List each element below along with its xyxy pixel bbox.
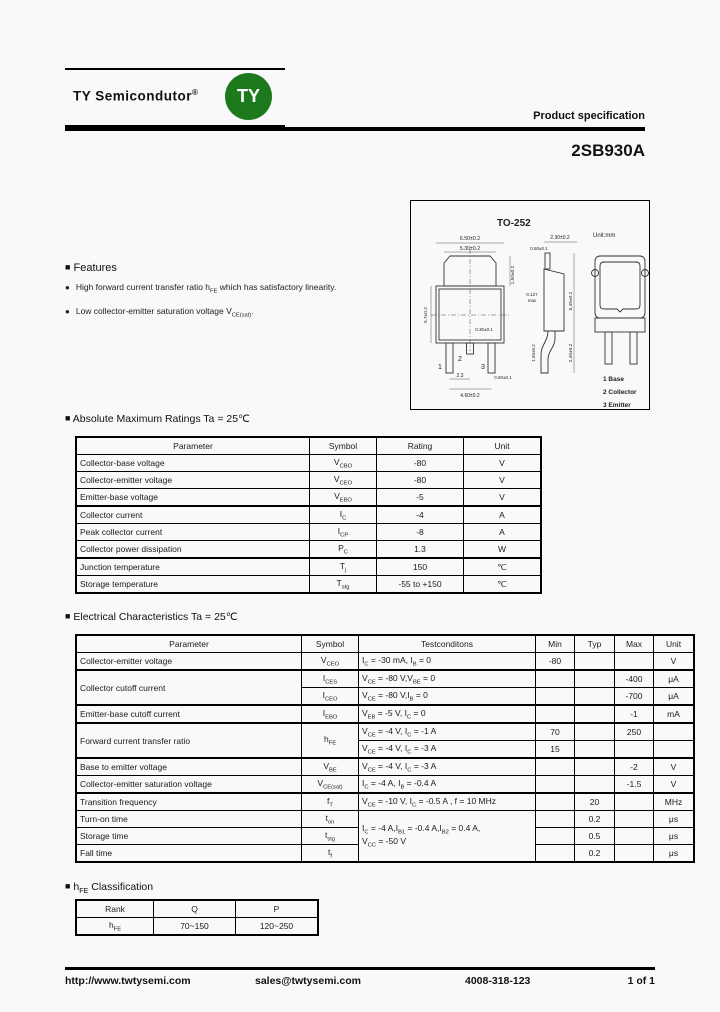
feature-text: High forward current transfer ratio $h_{FE}$ which has satisfactory linearity. xyxy=(75,282,337,295)
table-cell xyxy=(575,705,615,723)
table-cell: μA xyxy=(654,670,695,688)
dimension-label: 0.127 xyxy=(526,292,538,297)
table-cell xyxy=(575,670,615,688)
package-outline-box xyxy=(410,200,650,410)
table-cell xyxy=(536,758,575,776)
package-front-view xyxy=(423,236,516,399)
feature-text: Low collector-emitter saturation voltage $V_{CE(sat)}$. xyxy=(75,305,254,319)
table-cell: -1.5 xyxy=(615,776,654,794)
dimension-label: max xyxy=(527,298,537,303)
table-cell: $I_{CP}$ xyxy=(310,524,377,541)
table-cell xyxy=(536,845,575,863)
footer-phone: 4008-318-123 xyxy=(465,975,531,987)
brand-name xyxy=(73,88,198,104)
table-cell: -1 xyxy=(615,705,654,723)
table-cell: -80 xyxy=(377,455,464,472)
registered-mark: ® xyxy=(192,88,199,97)
table-cell: 70 xyxy=(536,723,575,741)
table-cell: $P_C$ xyxy=(310,541,377,559)
dimension-label: 2.45±0.2 xyxy=(569,343,574,363)
brand-logo-box xyxy=(65,68,285,127)
table-cell: 0.5 xyxy=(575,828,615,845)
table-cell: -4 xyxy=(377,506,464,524)
table-header-row xyxy=(76,635,694,653)
table-cell: V xyxy=(654,653,695,671)
table-cell: μs xyxy=(654,828,695,845)
table-cell: Collector power dissipation xyxy=(76,541,310,559)
column-header: Parameter xyxy=(76,635,302,653)
table-row xyxy=(76,758,694,776)
dimension-label: 4.60±0.2 xyxy=(460,393,480,399)
table-cell: mA xyxy=(654,705,695,723)
section-marker: ■ xyxy=(65,881,71,891)
dimension-label: 5.45±0.2 xyxy=(569,291,574,311)
table-cell: -700 xyxy=(615,688,654,706)
table-cell xyxy=(536,811,575,828)
header-rule xyxy=(65,127,645,131)
table-cell: 20 xyxy=(575,793,615,811)
table-cell: Fall time xyxy=(76,845,302,863)
package-unit-label: Unit:mm xyxy=(593,233,616,239)
elec-char-heading xyxy=(65,611,238,623)
table-cell: $t_{on}$ xyxy=(302,811,359,828)
table-cell: MHz xyxy=(654,793,695,811)
dimension-label: 1.50±0.2 xyxy=(511,265,516,285)
footer-rule xyxy=(65,967,655,970)
table-cell xyxy=(654,723,695,741)
table-cell xyxy=(536,828,575,845)
table-cell: V xyxy=(464,455,542,472)
pin-function-label: 3 Emitter xyxy=(603,402,631,409)
bullet-icon: ● xyxy=(65,306,70,316)
table-cell: -55 to +150 xyxy=(377,576,464,594)
column-header: Symbol xyxy=(302,635,359,653)
abs-max-heading xyxy=(65,413,250,425)
table-row xyxy=(76,653,694,671)
table-row xyxy=(76,524,541,541)
hfe-class-heading xyxy=(65,881,153,895)
dimension-label: 5.7±0.2 xyxy=(424,307,429,323)
table-header-row xyxy=(76,437,541,455)
table-row xyxy=(76,489,541,507)
table-cell: Storage temperature xyxy=(76,576,310,594)
table-cell: $f_T$ xyxy=(302,793,359,811)
abs-max-heading-text: Absolute Maximum Ratings Ta = 25℃ xyxy=(72,413,250,425)
table-cell xyxy=(575,741,615,759)
table-cell: $V_{CBO}$ xyxy=(310,455,377,472)
table-cell: Collector-base voltage xyxy=(76,455,310,472)
dimension-label: 0.60±0.1 xyxy=(494,375,512,380)
table-row xyxy=(76,670,694,688)
table-row xyxy=(76,811,694,828)
table-cell: 150 xyxy=(377,558,464,576)
table-cell: $t_f$ xyxy=(302,845,359,863)
table-cell: $V_{CEO}$ xyxy=(302,653,359,671)
table-cell: Junction temperature xyxy=(76,558,310,576)
footer-email-link[interactable]: sales@twtysemi.com xyxy=(255,975,361,987)
table-cell: μs xyxy=(654,811,695,828)
table-cell: μs xyxy=(654,845,695,863)
table-cell: $V_{EB} = -5$ V, $I_C = 0$ xyxy=(359,705,536,723)
table-cell: Storage time xyxy=(76,828,302,845)
table-row xyxy=(76,723,694,741)
table-cell: -400 xyxy=(615,670,654,688)
table-cell: ℃ xyxy=(464,576,542,594)
table-cell: Turn-on time xyxy=(76,811,302,828)
table-row xyxy=(76,705,694,723)
table-cell: $I_C$ xyxy=(310,506,377,524)
features-heading-text: Features xyxy=(73,262,117,274)
dimension-label: 6.50±0.2 xyxy=(459,236,481,242)
table-cell xyxy=(575,653,615,671)
column-header: Min xyxy=(536,635,575,653)
column-header: P xyxy=(236,900,319,918)
section-marker: ■ xyxy=(65,262,71,272)
table-cell xyxy=(615,793,654,811)
table-cell: $I_{EBO}$ xyxy=(302,705,359,723)
table-cell: Forward current transfer ratio xyxy=(76,723,302,758)
table-cell: $V_{CE(sat)}$ xyxy=(302,776,359,794)
pin-number: 1 xyxy=(438,364,442,371)
table-cell: -2 xyxy=(615,758,654,776)
table-cell xyxy=(575,723,615,741)
abs-max-table xyxy=(75,436,542,594)
table-cell: V xyxy=(654,776,695,794)
footer-page-number: 1 of 1 xyxy=(627,975,655,987)
table-cell: $V_{CE} = -4$ V, $I_C = -3$ A xyxy=(359,741,536,759)
table-cell: 70~150 xyxy=(154,918,236,936)
table-cell: Base to emitter voltage xyxy=(76,758,302,776)
table-cell xyxy=(536,670,575,688)
table-cell: -80 xyxy=(536,653,575,671)
table-cell: $I_{CEO}$ xyxy=(302,688,359,706)
table-row xyxy=(76,472,541,489)
column-header: Q xyxy=(154,900,236,918)
hfe-class-table xyxy=(75,899,319,936)
table-row xyxy=(76,455,541,472)
table-row xyxy=(76,506,541,524)
table-cell xyxy=(654,741,695,759)
table-cell: $I_C = -4$ A, $I_B = -0.4$ A xyxy=(359,776,536,794)
section-marker: ■ xyxy=(65,413,71,423)
table-cell: $V_{CE} = -10$ V, $I_C = -0.5$ A , f = 10 MHz xyxy=(359,793,536,811)
table-cell: 0.2 xyxy=(575,845,615,863)
pin-function-label: 1 Base xyxy=(603,376,624,383)
table-cell: V xyxy=(464,472,542,489)
table-cell: Collector-emitter voltage xyxy=(76,472,310,489)
table-cell: V xyxy=(464,489,542,507)
table-cell xyxy=(536,705,575,723)
elec-char-heading-text: Electrical Characteristics Ta = 25℃ xyxy=(73,611,238,623)
table-cell: $V_{BE}$ xyxy=(302,758,359,776)
pin-number: 2 xyxy=(458,356,462,363)
section-marker: ■ xyxy=(65,611,71,621)
table-cell xyxy=(536,776,575,794)
brand-text: TY Semicondutor xyxy=(73,88,193,104)
table-cell: $V_{CEO}$ xyxy=(310,472,377,489)
table-cell: $V_{CE} = -80$ $V,V_{BE} = 0$ xyxy=(359,670,536,688)
table-cell xyxy=(536,688,575,706)
dimension-label: 2.30±0.2 xyxy=(550,235,570,241)
table-cell: W xyxy=(464,541,542,559)
table-header-row xyxy=(76,900,318,918)
table-cell xyxy=(575,758,615,776)
table-cell: $T_j$ xyxy=(310,558,377,576)
feature-item xyxy=(65,306,410,319)
table-cell: V xyxy=(654,758,695,776)
table-cell: Collector current xyxy=(76,506,310,524)
table-cell: $h_{FE}$ xyxy=(76,918,154,936)
column-header: Rank xyxy=(76,900,154,918)
dimension-label: 5.30±0.2 xyxy=(459,246,481,252)
table-row xyxy=(76,776,694,794)
features-list xyxy=(65,282,410,329)
package-back-view xyxy=(592,256,649,364)
dimension-label: 0.30±0.1 xyxy=(475,327,493,332)
table-row xyxy=(76,576,541,594)
table-cell: 0.2 xyxy=(575,811,615,828)
table-cell xyxy=(615,741,654,759)
column-header: Parameter xyxy=(76,437,310,455)
part-number-title: 2SB930A xyxy=(571,141,645,160)
feature-item xyxy=(65,282,410,295)
table-cell xyxy=(575,776,615,794)
table-row xyxy=(76,558,541,576)
table-row xyxy=(76,541,541,559)
table-cell: $I_C = -30$ mA, $I_B = 0$ xyxy=(359,653,536,671)
table-cell: ℃ xyxy=(464,558,542,576)
column-header: Typ xyxy=(575,635,615,653)
table-cell: $t_{stg}$ xyxy=(302,828,359,845)
table-cell: -5 xyxy=(377,489,464,507)
table-row xyxy=(76,793,694,811)
dimension-label: 2.3 xyxy=(456,373,464,379)
package-title: TO-252 xyxy=(497,218,531,229)
features-heading xyxy=(65,262,117,274)
table-cell xyxy=(536,793,575,811)
table-cell: A xyxy=(464,506,542,524)
pin-function-label: 2 Collector xyxy=(603,389,637,396)
table-cell: Emitter-base voltage xyxy=(76,489,310,507)
bullet-icon: ● xyxy=(65,283,70,292)
table-cell: μA xyxy=(654,688,695,706)
table-cell: Collector cutoff current xyxy=(76,670,302,705)
table-cell: 250 xyxy=(615,723,654,741)
table-cell: Emitter-base cutoff current xyxy=(76,705,302,723)
column-header: Testconditons xyxy=(359,635,536,653)
column-header: Unit xyxy=(654,635,695,653)
table-cell: $V_{CE} = -4$ V, $I_C = -3$ A xyxy=(359,758,536,776)
table-cell: A xyxy=(464,524,542,541)
table-cell: 1.3 xyxy=(377,541,464,559)
dimension-label: 0.50±0.1 xyxy=(530,246,548,251)
table-cell: $T_{stg}$ xyxy=(310,576,377,594)
table-cell: $I_C = -4$ $A,I_{B1} = -0.4$ $A,I_{B2} = 0.4$ A, $V_{CC} = -50$ V xyxy=(359,811,536,863)
table-cell: Peak collector current xyxy=(76,524,310,541)
table-cell xyxy=(615,845,654,863)
elec-char-table xyxy=(75,634,695,863)
column-header: Unit xyxy=(464,437,542,455)
table-cell: -8 xyxy=(377,524,464,541)
table-row xyxy=(76,918,318,936)
table-cell: 120~250 xyxy=(236,918,319,936)
brand-badge-icon: TY xyxy=(225,73,272,120)
table-cell: Collector-emitter saturation voltage xyxy=(76,776,302,794)
product-specification-label: Product specification xyxy=(533,110,645,122)
package-drawing xyxy=(411,201,649,409)
table-cell xyxy=(575,688,615,706)
table-cell: $V_{EBO}$ xyxy=(310,489,377,507)
table-cell: Transition frequency xyxy=(76,793,302,811)
footer-website-link[interactable]: http://www.twtysemi.com xyxy=(65,975,191,987)
column-header: Max xyxy=(615,635,654,653)
table-cell xyxy=(615,811,654,828)
package-side-view xyxy=(526,235,577,373)
table-cell: $h_{FE}$ xyxy=(302,723,359,758)
table-cell: $V_{CE} = -80$ $V,I_B = 0$ xyxy=(359,688,536,706)
column-header: Symbol xyxy=(310,437,377,455)
table-cell: -80 xyxy=(377,472,464,489)
pin-number: 3 xyxy=(481,364,485,371)
table-cell: Collector-emitter voltage xyxy=(76,653,302,671)
table-cell xyxy=(615,828,654,845)
hfe-class-heading-text: $h_{FE}$ Classification xyxy=(73,881,154,896)
column-header: Rating xyxy=(377,437,464,455)
table-cell xyxy=(615,653,654,671)
table-cell: 15 xyxy=(536,741,575,759)
table-cell: $V_{CE} = -4$ V, $I_C = -1$ A xyxy=(359,723,536,741)
table-cell: $I_{CES}$ xyxy=(302,670,359,688)
dimension-label: 1.50±0.2 xyxy=(531,344,536,362)
